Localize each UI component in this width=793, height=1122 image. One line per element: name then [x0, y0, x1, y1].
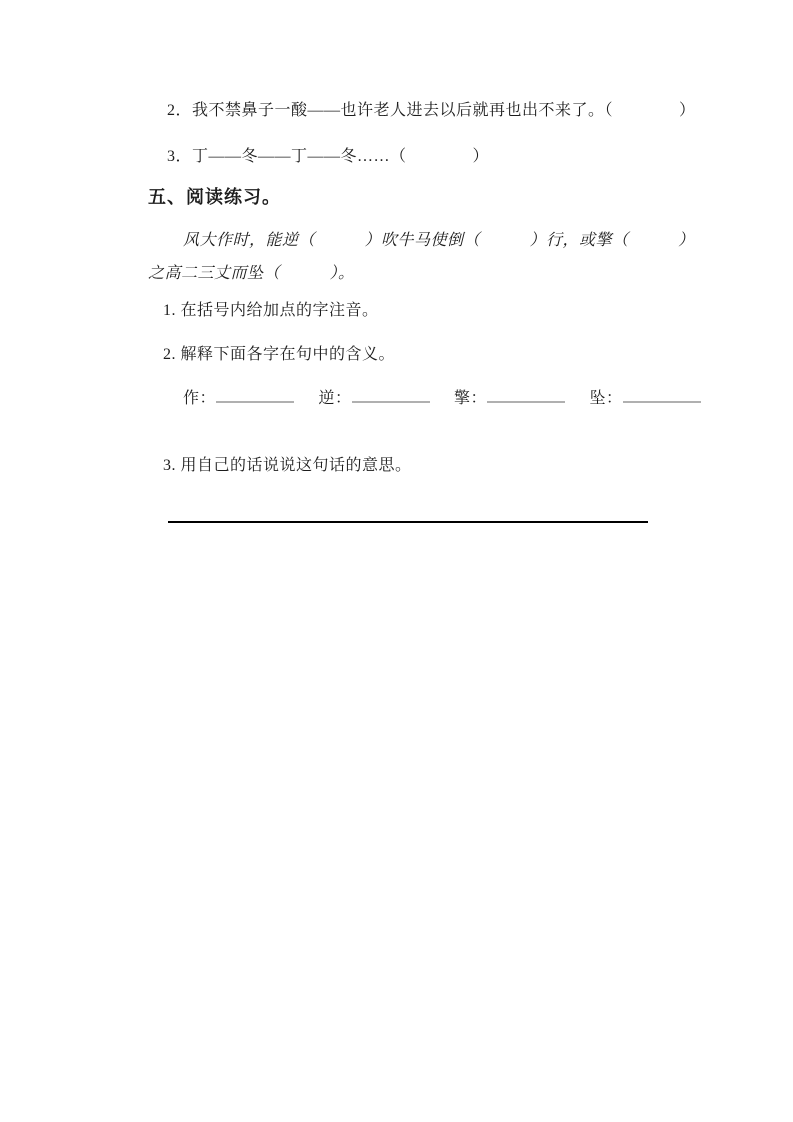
- question-1: 1. 在括号内给加点的字注音。: [163, 302, 379, 319]
- definitions-row: [183, 386, 721, 410]
- answer-blank-zhui: [623, 386, 701, 403]
- passage-line-1: 风大作时，能逆（ ）吹牛马使倒（ ）行，或擎（ ）: [183, 232, 695, 249]
- long-answer-line: [168, 521, 648, 523]
- exercise-item-2: 2．我不禁鼻子一酸——也许老人进去以后就再也出不来了。（ ）: [167, 102, 696, 119]
- definition-label-ni: 逆：: [318, 390, 352, 407]
- definition-group-zuo: [183, 386, 294, 410]
- question-2: 2. 解释下面各字在句中的含义。: [163, 346, 396, 363]
- answer-blank-qing: [487, 386, 565, 403]
- definition-group-qing: [454, 386, 565, 410]
- definition-label-zuo: 作：: [183, 390, 217, 407]
- definition-label-zhui: 坠：: [589, 390, 623, 407]
- answer-blank-zuo: [216, 386, 294, 403]
- definition-group-ni: [319, 386, 430, 410]
- answer-blank-ni: [352, 386, 430, 403]
- passage-line-2: 之高二三丈而坠（ ）。: [148, 265, 355, 282]
- question-3: 3. 用自己的话说说这句话的意思。: [163, 457, 412, 474]
- definition-group-zhui: [590, 386, 701, 410]
- exercise-item-3: 3．丁——冬——丁——冬……（ ）: [167, 148, 490, 165]
- section-heading: 五、阅读练习。: [148, 187, 281, 207]
- definition-label-qing: 擎：: [454, 390, 488, 407]
